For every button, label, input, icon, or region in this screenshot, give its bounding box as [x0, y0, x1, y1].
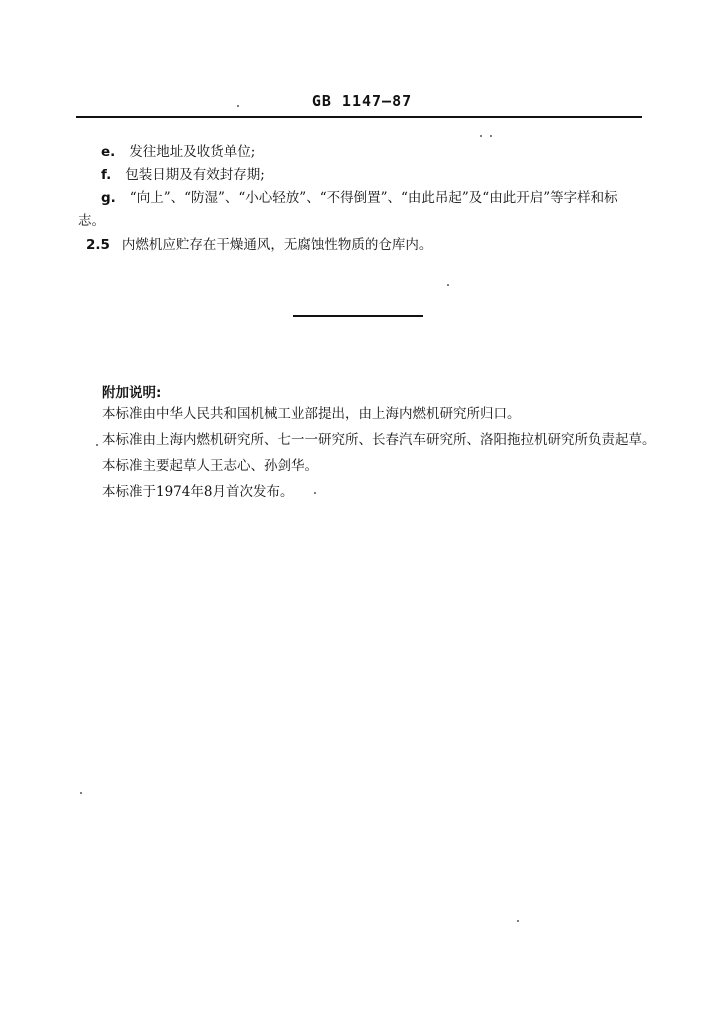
list-item-text: 志。 — [78, 213, 105, 229]
note-line: 本标准主要起草人王志心、孙剑华。 — [102, 458, 318, 474]
end-of-text-rule — [293, 315, 423, 317]
list-item-g — [101, 189, 618, 207]
scan-speck — [96, 444, 98, 446]
list-item-g-continuation — [78, 212, 105, 230]
list-item-text: 包装日期及有效封存期; — [125, 167, 265, 183]
clause-text: 内燃机应贮存在干燥通风，无腐蚀性物质的仓库内。 — [121, 237, 433, 253]
scan-speck — [314, 492, 316, 494]
list-item-text: 发往地址及收货单位; — [129, 144, 256, 160]
scan-speck — [237, 105, 239, 107]
note-line: 本标准于1974年8月首次发布。 — [102, 484, 294, 500]
list-item-text: “向上”、“防湿”、“小心轻放”、“不得倒置”、“由此吊起”及“由此开启”等字样和标 — [129, 190, 618, 206]
list-marker: f. — [101, 167, 112, 183]
list-marker: e. — [101, 144, 116, 160]
scan-speck — [447, 284, 449, 286]
notes-heading: 附加说明: — [102, 385, 162, 401]
note-line: 本标准由上海内燃机研究所、七一一研究所、长春汽车研究所、洛阳拖拉机研究所负责起草。 — [102, 432, 656, 448]
standard-code: GB 1147—87 — [311, 92, 413, 110]
scan-speck — [517, 920, 519, 922]
scan-speck — [80, 792, 82, 794]
list-item-f — [101, 166, 265, 184]
clause-number: 2.5 — [86, 237, 110, 253]
list-marker: g. — [101, 190, 116, 206]
header-rule — [76, 116, 642, 118]
clause-2-5 — [86, 236, 432, 254]
scan-speck — [490, 135, 492, 137]
list-item-e — [101, 143, 255, 161]
note-line: 本标准由中华人民共和国机械工业部提出，由上海内燃机研究所归口。 — [102, 406, 521, 422]
scan-speck — [480, 135, 482, 137]
